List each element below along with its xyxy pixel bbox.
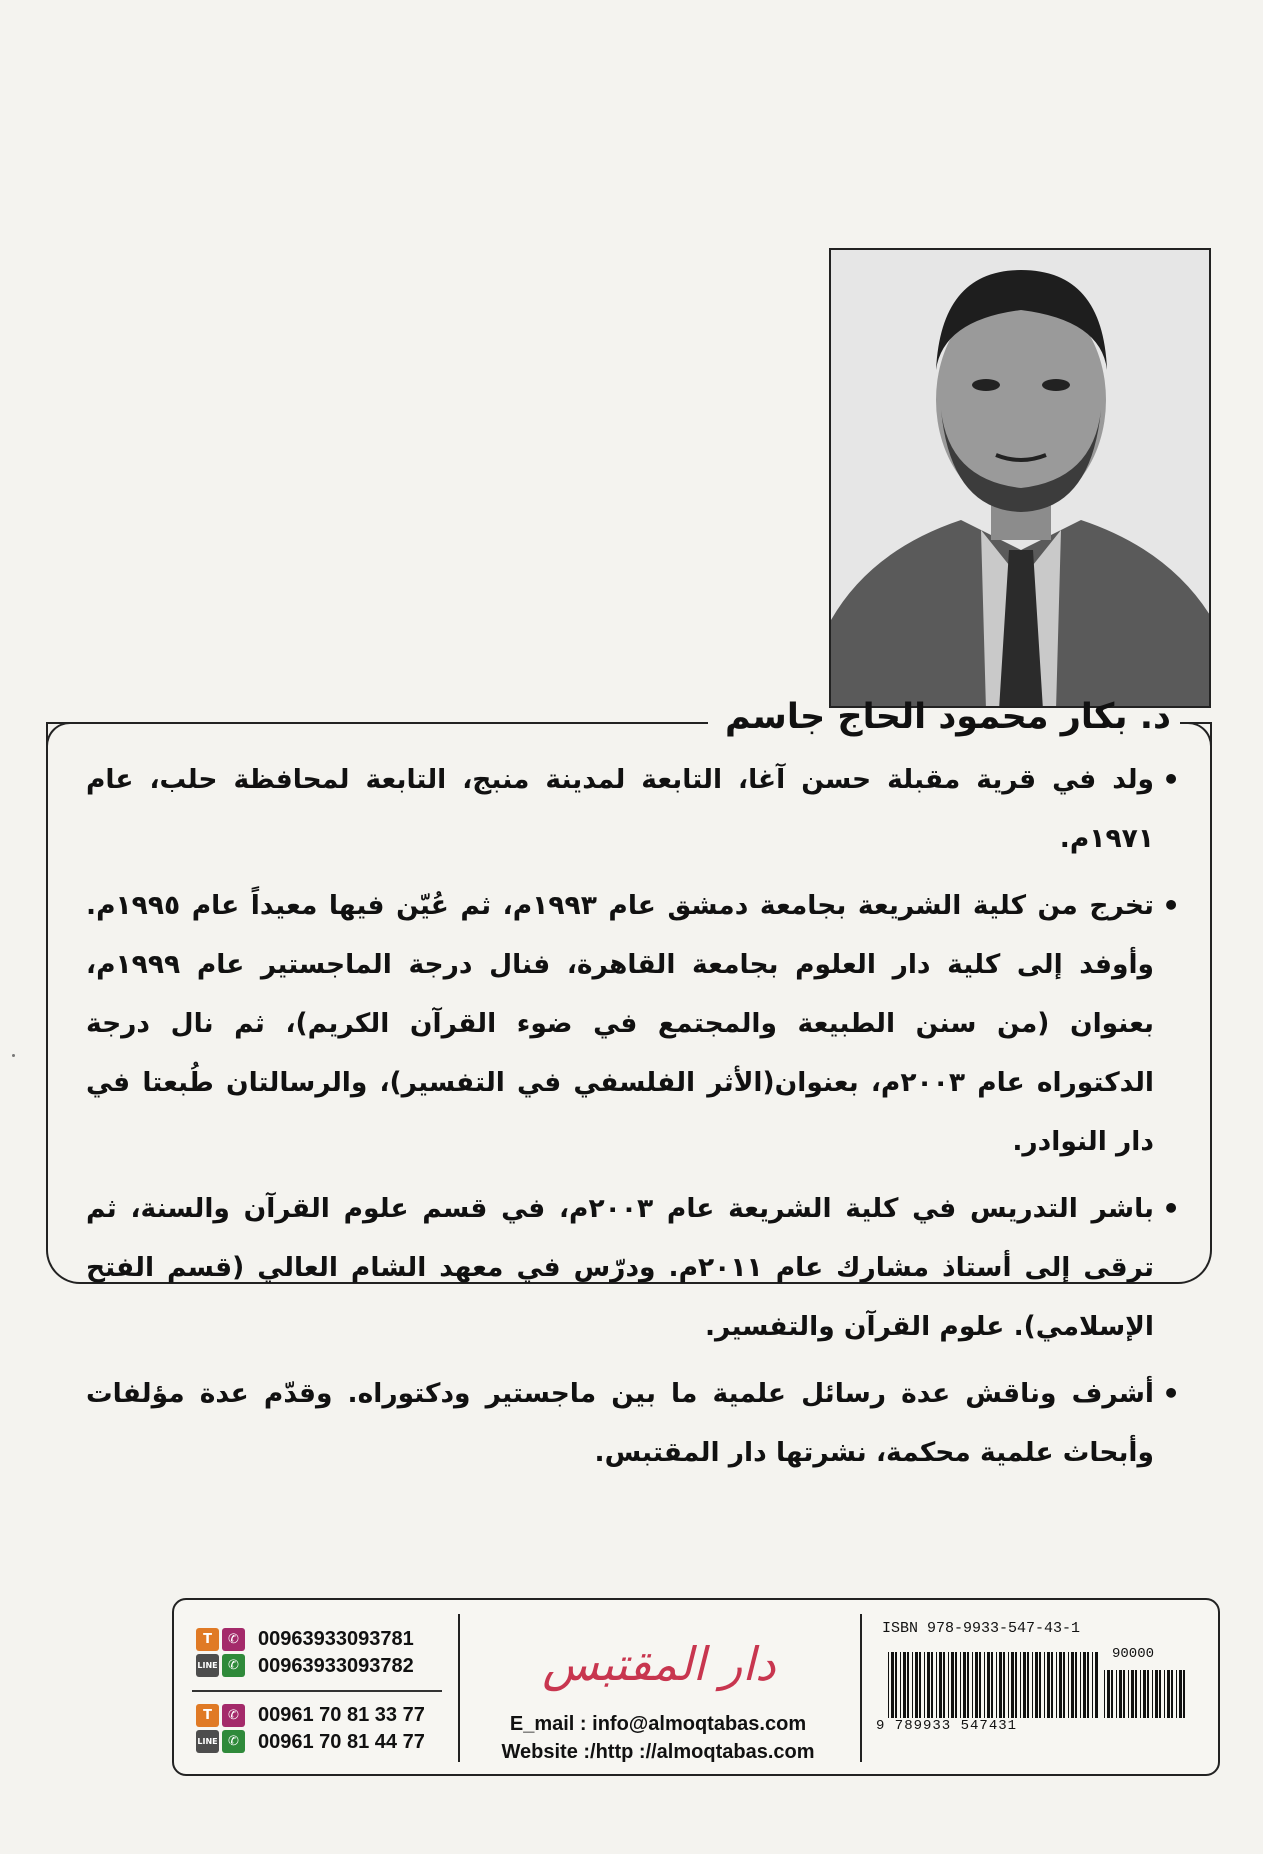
- contact-group-lebanon: [196, 1702, 426, 1758]
- barcode-bar: [1083, 1652, 1086, 1718]
- barcode-bar: [1023, 1652, 1026, 1718]
- barcode-bar: [1167, 1670, 1170, 1718]
- footer-divider: [458, 1614, 460, 1762]
- barcode-bar: [943, 1652, 945, 1718]
- barcode-bar: [972, 1652, 973, 1718]
- barcode-bar: [900, 1652, 901, 1718]
- barcode-bar: [927, 1652, 930, 1718]
- contact-separator: [192, 1690, 442, 1692]
- barcode-bar: [987, 1652, 990, 1718]
- barcode-bar: [1176, 1670, 1177, 1718]
- barcode-bar: [1035, 1652, 1038, 1718]
- publisher-footer: [172, 1598, 1220, 1776]
- barcode-bar: [955, 1652, 957, 1718]
- barcode-bar: [996, 1652, 997, 1718]
- barcode-bar: [1116, 1670, 1117, 1718]
- author-photo: [829, 248, 1211, 708]
- barcode-bar: [1111, 1670, 1113, 1718]
- barcode-bar: [1011, 1652, 1014, 1718]
- phone-number[interactable]: 00961 70 81 33 77: [258, 1704, 425, 1726]
- barcode-bar: [903, 1652, 906, 1718]
- barcode-bar: [907, 1652, 909, 1718]
- barcode-bar: [991, 1652, 993, 1718]
- barcode-bar: [1051, 1652, 1053, 1718]
- phone-list: [258, 1702, 425, 1756]
- barcode-bar: [975, 1652, 978, 1718]
- barcode-bar: [888, 1652, 889, 1718]
- footer-divider: [860, 1614, 862, 1762]
- barcode-bar: [931, 1652, 933, 1718]
- barcode-bar: [948, 1652, 949, 1718]
- website-link[interactable]: Website :/http ://almoqtabas.com: [501, 1741, 815, 1763]
- viber-icon: ✆: [222, 1628, 245, 1651]
- barcode-bar: [1135, 1670, 1137, 1718]
- contact-numbers: [196, 1626, 426, 1778]
- isbn-label: ISBN 978-9933-547-43-1: [882, 1620, 1081, 1637]
- barcode-bar: [1047, 1652, 1050, 1718]
- barcode-bar: [895, 1652, 897, 1718]
- barcode-bar: [924, 1652, 925, 1718]
- barcode-bar: [1104, 1670, 1105, 1718]
- barcode-bar: [1063, 1652, 1065, 1718]
- barcode-bar: [1080, 1652, 1081, 1718]
- barcode-bar: [1003, 1652, 1005, 1718]
- bio-item-birth: • ولد في قرية مقبلة حسن آغا، التابعة لمدينة منبج، التابعة لمحافظة حلب، عام ١٩٧١م.: [86, 750, 1182, 868]
- telegram-icon: T: [196, 1628, 219, 1651]
- barcode-bar: [999, 1652, 1002, 1718]
- barcode-digits: 9 789933 547431: [876, 1718, 1018, 1734]
- barcode-icon: [888, 1652, 1098, 1718]
- author-name: د. بكار محمود الحاج جاسم: [724, 697, 1171, 737]
- barcode-bar: [979, 1652, 981, 1718]
- barcode-bar: [1128, 1670, 1129, 1718]
- barcode-bar: [1008, 1652, 1009, 1718]
- publisher-web: [474, 1710, 842, 1766]
- barcode-bar: [1039, 1652, 1041, 1718]
- messenger-icons: [196, 1628, 246, 1678]
- isbn-block: [868, 1614, 1198, 1764]
- barcode-bar: [1159, 1670, 1161, 1718]
- barcode-bar: [984, 1652, 985, 1718]
- barcode-bar: [1152, 1670, 1153, 1718]
- print-speck: [12, 1054, 15, 1057]
- barcode-bar: [967, 1652, 969, 1718]
- barcode-bar: [1032, 1652, 1033, 1718]
- barcode-bar: [1171, 1670, 1173, 1718]
- line-icon: LINE: [196, 1654, 219, 1677]
- phone-number[interactable]: 00963933093782: [258, 1655, 414, 1677]
- bio-item-education: • تخرج من كلية الشريعة بجامعة دمشق عام ١٩٩٣م، ثم عُيّن فيها معيداً عام ١٩٩٥م. وأوفد إلى كلية دار العلوم بجامعة القاهرة، فنال درجة الماجستير عام ١٩٩٩م، بعنوان (من سنن الطبيعة والمجتمع في ضوء القرآن الكريم)، ثم نال درجة الدكتوراه عام ٢٠٠٣م، بعنوان(الأثر الفلسفي في التفسير)، والرسالتان طُبعتا في دار النوادر.: [86, 876, 1182, 1171]
- whatsapp-icon: ✆: [222, 1654, 245, 1677]
- messenger-icons: [196, 1704, 246, 1754]
- barcode-bar: [1147, 1670, 1149, 1718]
- barcode-bar: [1087, 1652, 1089, 1718]
- barcode-bar: [951, 1652, 954, 1718]
- barcode-bar: [1015, 1652, 1017, 1718]
- barcode-bar: [915, 1652, 918, 1718]
- barcode-bar: [1107, 1670, 1110, 1718]
- viber-icon: ✆: [222, 1704, 245, 1727]
- barcode-bar: [1155, 1670, 1158, 1718]
- isbn-addon: 90000: [1112, 1646, 1155, 1662]
- barcode-bar: [939, 1652, 942, 1718]
- barcode-bar: [1068, 1652, 1069, 1718]
- contact-group-syria: [196, 1626, 426, 1682]
- barcode-bar: [912, 1652, 913, 1718]
- barcode-bar: [1044, 1652, 1045, 1718]
- telegram-icon: T: [196, 1704, 219, 1727]
- barcode-addon-icon: [1104, 1670, 1186, 1718]
- barcode-bar: [1020, 1652, 1021, 1718]
- bio-box: [46, 722, 1212, 1468]
- email-link[interactable]: E_mail : info@almoqtabas.com: [509, 1713, 807, 1735]
- publisher-info: [474, 1614, 842, 1764]
- barcode-bar: [1183, 1670, 1185, 1718]
- barcode-bar: [919, 1652, 921, 1718]
- barcode-bar: [1131, 1670, 1134, 1718]
- line-icon: LINE: [196, 1730, 219, 1753]
- barcode-bar: [1179, 1670, 1182, 1718]
- barcode-bar: [1092, 1652, 1093, 1718]
- barcode-bar: [963, 1652, 966, 1718]
- barcode-bar: [1071, 1652, 1074, 1718]
- phone-number[interactable]: 00963933093781: [258, 1628, 414, 1650]
- barcode-bar: [936, 1652, 937, 1718]
- phone-list: [258, 1626, 414, 1680]
- bio-list: [86, 750, 1182, 1490]
- barcode-bar: [1140, 1670, 1141, 1718]
- barcode-bar: [1056, 1652, 1057, 1718]
- barcode-bar: [960, 1652, 961, 1718]
- publisher-logo: [514, 1628, 804, 1700]
- bio-item-supervision: • أشرف وناقش عدة رسائل علمية ما بين ماجستير ودكتوراه. وقدّم عدة مؤلفات وأبحاث علمية محكمة، نشرتها دار المقتبس.: [86, 1364, 1182, 1482]
- publisher-logo-text: دار المقتبس: [542, 1637, 776, 1691]
- barcode-bar: [891, 1652, 894, 1718]
- barcode-bar: [1119, 1670, 1122, 1718]
- barcode-bar: [1095, 1652, 1098, 1718]
- barcode-bar: [1059, 1652, 1062, 1718]
- barcode-bar: [1164, 1670, 1165, 1718]
- barcode-bar: [1123, 1670, 1125, 1718]
- phone-number[interactable]: 00961 70 81 44 77: [258, 1731, 425, 1753]
- bio-item-teaching: • باشر التدريس في كلية الشريعة عام ٢٠٠٣م، في قسم علوم القرآن والسنة، ثم ترقى إلى أستاذ مشارك عام ٢٠١١م. ودرّس في معهد الشام العالي (قسم الفتح الإسلامي). علوم القرآن والتفسير.: [86, 1179, 1182, 1356]
- barcode-bar: [1027, 1652, 1029, 1718]
- barcode-bar: [1143, 1670, 1146, 1718]
- barcode-bar: [1075, 1652, 1077, 1718]
- whatsapp-icon: ✆: [222, 1730, 245, 1753]
